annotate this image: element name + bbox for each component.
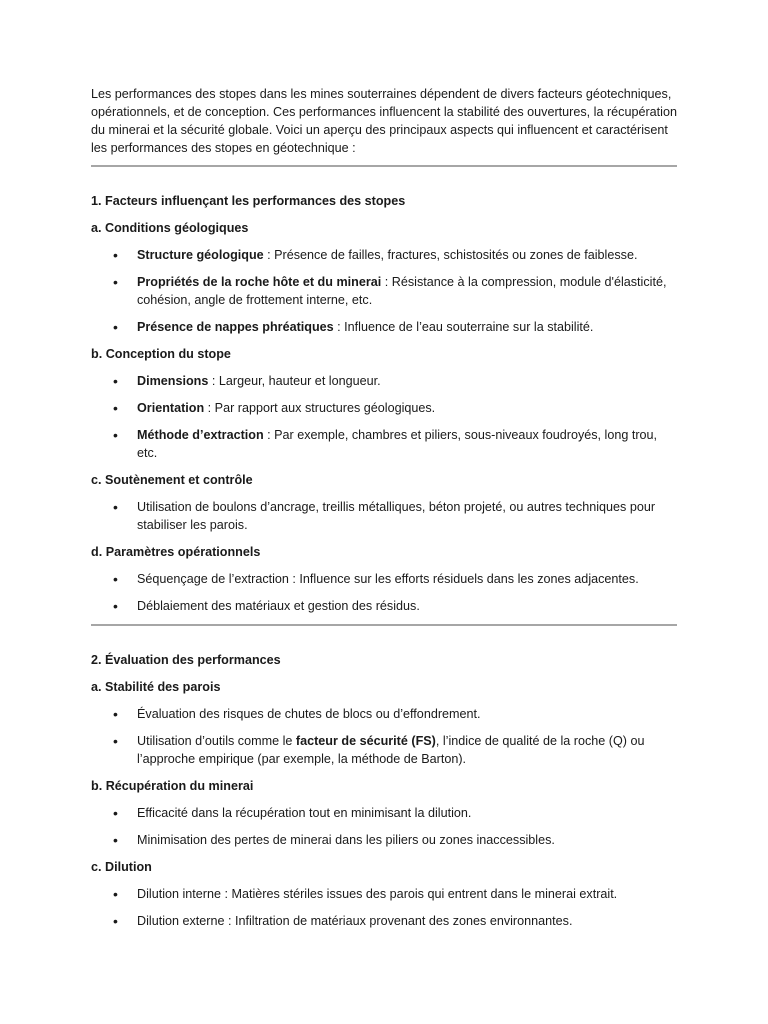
section-heading: 1. Facteurs influençant les performances des stopes bbox=[91, 194, 406, 208]
list-item bbox=[91, 273, 677, 309]
list-item: • Dilution interne : Matières stériles issues des parois qui entrent dans le minerai extrait. bbox=[91, 885, 677, 903]
horizontal-rule bbox=[91, 624, 677, 626]
list-item bbox=[91, 732, 677, 768]
subsection-heading: c. Soutènement et contrôle bbox=[91, 473, 253, 487]
item-text: : Par exemple, chambres et piliers, sous-niveaux foudroyés, long trou, etc. bbox=[137, 428, 658, 460]
section-heading: 2. Évaluation des performances bbox=[91, 653, 281, 667]
item-text: : Largeur, hauteur et longueur. bbox=[208, 374, 381, 388]
list-item bbox=[91, 426, 677, 462]
bullet-list bbox=[91, 246, 677, 336]
bullet-list bbox=[91, 705, 677, 768]
subsection-heading: b. Conception du stope bbox=[91, 347, 231, 361]
bullet-list bbox=[91, 570, 677, 615]
horizontal-rule bbox=[91, 165, 677, 167]
item-text: : Influence de l’eau souterraine sur la stabilité. bbox=[333, 320, 594, 334]
item-text: , l’indice de qualité de la roche (Q) ou l’approche empirique (par exemple, la méthode de Barton). bbox=[137, 734, 645, 766]
item-term: Structure géologique bbox=[137, 248, 264, 262]
item-text: : Résistance à la compression, module d'élasticité, cohésion, angle de frottement interne, etc. bbox=[137, 275, 667, 307]
item-term: Dimensions bbox=[137, 374, 209, 388]
intro-paragraph: Les performances des stopes dans les mines souterraines dépendent de divers facteurs géotechniques, opérationnels, et de conception. Ces performances influencent la stabilité des ouvertures, la récupération du minerai et la sécurité globale. Voici un aperçu des principaux aspects qui influencent et caractérisent les performances des stopes en géotechnique : bbox=[91, 87, 677, 155]
list-item bbox=[91, 318, 677, 336]
item-term: Orientation bbox=[137, 401, 205, 415]
list-item: • Déblaiement des matériaux et gestion des résidus. bbox=[91, 597, 677, 615]
list-item: • Dilution externe : Infiltration de matériaux provenant des zones environnantes. bbox=[91, 912, 677, 930]
item-text: Utilisation d’outils comme le bbox=[137, 734, 296, 748]
item-term: Propriétés de la roche hôte et du minerai bbox=[137, 275, 382, 289]
list-item: • Efficacité dans la récupération tout en minimisant la dilution. bbox=[91, 804, 677, 822]
bullet-list bbox=[91, 372, 677, 462]
item-term: Présence de nappes phréatiques bbox=[137, 320, 334, 334]
list-item bbox=[91, 372, 677, 390]
list-item bbox=[91, 246, 677, 264]
subsection-heading: a. Stabilité des parois bbox=[91, 680, 221, 694]
document-page bbox=[91, 85, 677, 939]
bullet-list bbox=[91, 885, 677, 930]
list-item: • Séquençage de l’extraction : Influence sur les efforts résiduels dans les zones adjacentes. bbox=[91, 570, 677, 588]
item-term: facteur de sécurité (FS) bbox=[295, 734, 436, 748]
bullet-list bbox=[91, 804, 677, 849]
subsection-heading: d. Paramètres opérationnels bbox=[91, 545, 261, 559]
bullet-list bbox=[91, 498, 677, 534]
subsection-heading: a. Conditions géologiques bbox=[91, 221, 249, 235]
subsection-heading: b. Récupération du minerai bbox=[91, 779, 254, 793]
subsection-heading: c. Dilution bbox=[91, 860, 152, 874]
item-text: : Présence de failles, fractures, schistosités ou zones de faiblesse. bbox=[263, 248, 638, 262]
list-item: • Évaluation des risques de chutes de blocs ou d’effondrement. bbox=[91, 705, 677, 723]
list-item: • Minimisation des pertes de minerai dans les piliers ou zones inaccessibles. bbox=[91, 831, 677, 849]
list-item bbox=[91, 399, 677, 417]
item-text: : Par rapport aux structures géologiques. bbox=[204, 401, 436, 415]
list-item: • Utilisation de boulons d’ancrage, treillis métalliques, béton projeté, ou autres techniques pour stabiliser les parois. bbox=[91, 498, 677, 534]
item-term: Méthode d’extraction bbox=[137, 428, 264, 442]
